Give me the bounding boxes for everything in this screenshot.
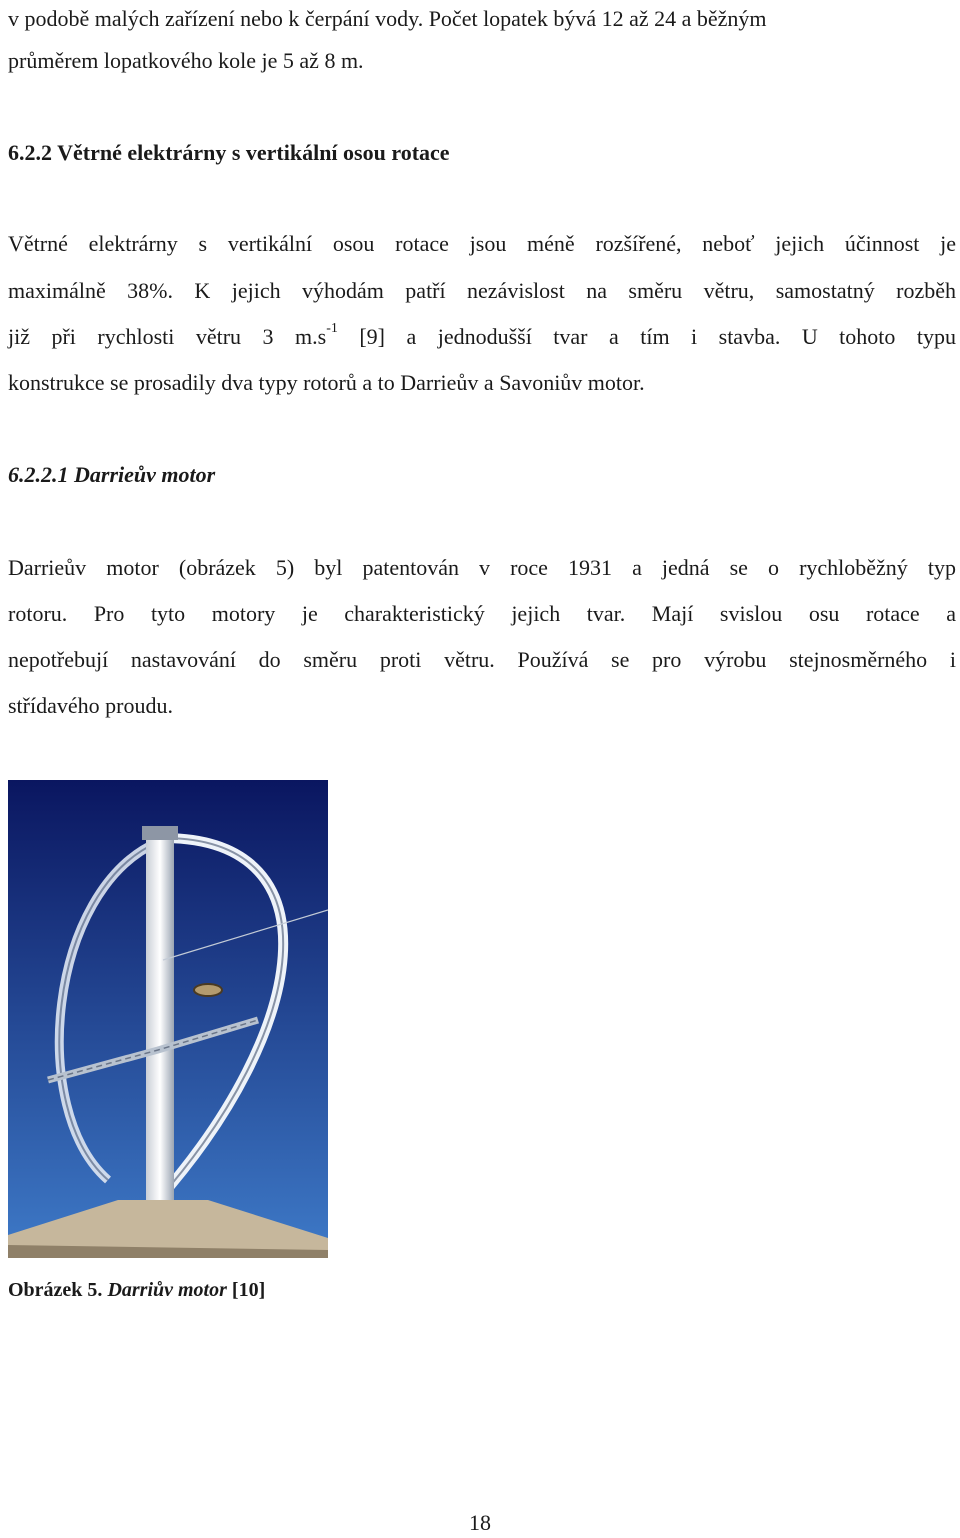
- section-heading: 6.2.2 Větrné elektrárny s vertikální osou rotace: [8, 140, 450, 165]
- rotor-column: [146, 835, 174, 1215]
- section-paragraph-line-1: Větrné elektrárny s vertikální osou rotace jsou méně rozšířené, neboť jejich účinnost je: [8, 231, 956, 256]
- intro-line-1: v podobě malých zařízení nebo k čerpání vody. Počet lopatek bývá 12 až 24 a běžným: [8, 6, 767, 31]
- line-3-start: již při rychlosti větru 3 m.s: [8, 324, 327, 349]
- subsection-paragraph-line-2: rotoru. Pro tyto motory je charakteristický jejich tvar. Mají svislou osu rotace a: [8, 601, 956, 626]
- page-number: 18: [469, 1510, 491, 1535]
- section-paragraph-line-3: [8, 322, 956, 352]
- unit-superscript: -1: [326, 320, 338, 336]
- subsection-heading: 6.2.2.1 Darrieův motor: [8, 462, 216, 487]
- subsection-paragraph-line-1: Darrieův motor (obrázek 5) byl patentován v roce 1931 a jedná se o rychloběžný typ: [8, 555, 956, 580]
- caption-title: Darriův motor: [107, 1279, 227, 1301]
- darrieus-turbine-photo: [8, 780, 328, 1258]
- figure-caption: [8, 1276, 265, 1304]
- intro-line-2: průměrem lopatkového kole je 5 až 8 m.: [8, 48, 364, 73]
- subsection-paragraph-line-3: nepotřebují nastavování do směru proti větru. Používá se pro výrobu stejnosměrného i: [8, 647, 956, 672]
- section-paragraph-line-4: konstrukce se prosadily dva typy rotorů a to Darrieův a Savoniův motor.: [8, 370, 645, 395]
- caption-reference: [10]: [231, 1279, 266, 1301]
- caption-label: Obrázek 5.: [8, 1279, 103, 1301]
- section-paragraph-line-2: maximálně 38%. K jejich výhodám patří nezávislost na směru větru, samostatný rozběh: [8, 278, 956, 303]
- subsection-paragraph-line-4: střídavého proudu.: [8, 693, 173, 718]
- line-3-end: [9] a jednodušší tvar a tím i stavba. U tohoto typu: [337, 324, 956, 349]
